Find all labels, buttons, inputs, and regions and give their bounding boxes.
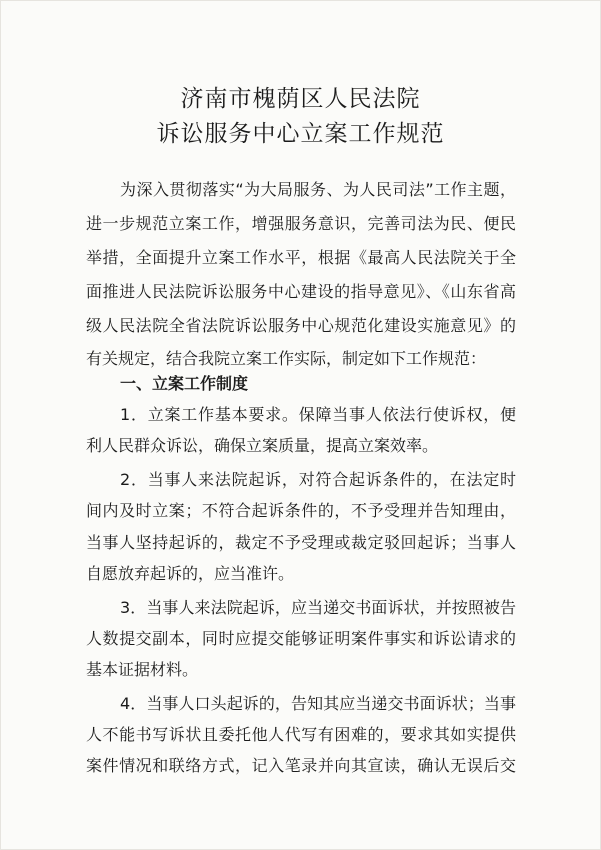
intro-line: 举措，全面提升立案工作水平，根据《最高人民法院关于全 bbox=[86, 248, 516, 267]
section-heading: 一、立案工作制度 bbox=[120, 374, 249, 393]
item2-line: 自愿放弃起诉的，应当准许。 bbox=[86, 564, 295, 583]
item4-line: 4．当事人口头起诉的，告知其应当递交书面诉状；当事 bbox=[120, 694, 516, 713]
item2-line: 2．当事人来法院起诉，对符合起诉条件的，在法定时 bbox=[120, 470, 516, 489]
item4-line: 案件情况和联络方式，记入笔录并向其宣读，确认无误后交 bbox=[86, 756, 516, 775]
intro-line: 进一步规范立案工作，增强服务意识，完善司法为民、便民 bbox=[86, 214, 516, 233]
item4-line: 人不能书写诉状且委托他人代写有困难的，要求其如实提供 bbox=[86, 725, 516, 744]
document-title-line2: 诉讼服务中心立案工作规范 bbox=[156, 121, 445, 147]
item2-line: 间内及时立案；不符合起诉条件的，不予受理并告知理由， bbox=[86, 501, 516, 520]
intro-line: 级人民法院全省法院诉讼服务中心规范化建设实施意见》的 bbox=[86, 316, 516, 335]
item3-line: 人数提交副本，同时应提交能够证明案件事实和诉讼请求的 bbox=[86, 629, 516, 648]
document-title-line1: 济南市槐荫区人民法院 bbox=[180, 86, 421, 112]
item3-line: 基本证据材料。 bbox=[86, 660, 199, 679]
item3-line: 3．当事人来法院起诉，应当递交书面诉状，并按照被告 bbox=[120, 598, 516, 617]
intro-line: 为深入贯彻落实“为大局服务、为人民司法”工作主题， bbox=[120, 180, 516, 199]
intro-line: 有关规定，结合我院立案工作实际，制定如下工作规范： bbox=[86, 349, 487, 368]
item1-line: 1．立案工作基本要求。保障当事人依法行使诉权，便 bbox=[120, 405, 516, 424]
item2-line: 当事人坚持起诉的，裁定不予受理或裁定驳回起诉；当事人 bbox=[86, 533, 516, 552]
intro-line: 面推进人民法院诉讼服务中心建设的指导意见》、《山东省高 bbox=[86, 282, 516, 301]
item1-line: 利人民群众诉讼，确保立案质量，提高立案效率。 bbox=[86, 436, 439, 455]
